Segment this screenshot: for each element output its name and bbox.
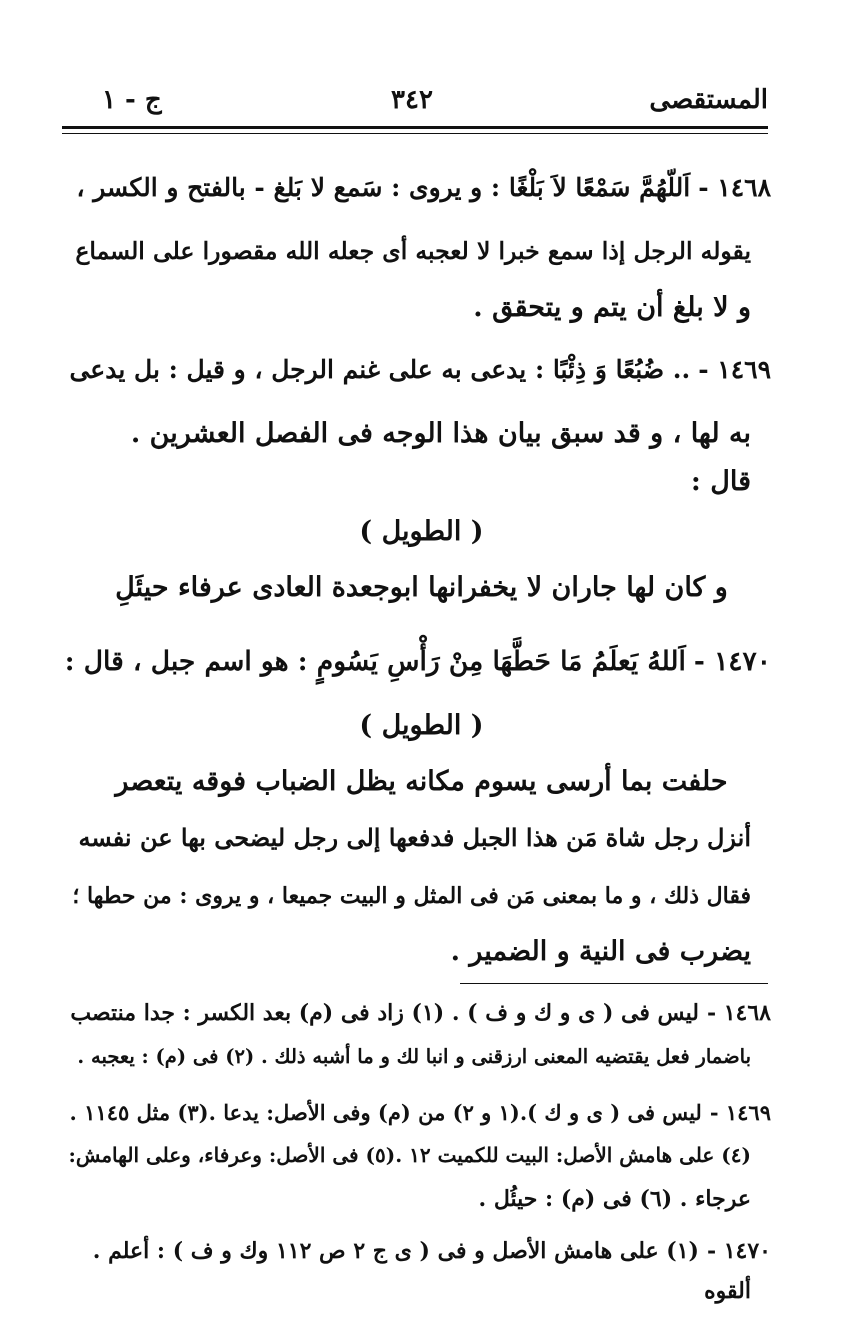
page-number: ٣٤٢ bbox=[391, 85, 433, 115]
footnote-1469-line-3: عرجاء . (٦) فى (م) : حيئُل . bbox=[478, 1186, 751, 1212]
entry-text: اَللهُ يَعلَمُ مَا حَطَّهَا مِنْ رَأْسِ يَسُومٍ : هو اسم جبل ، قال : bbox=[64, 646, 686, 677]
footnote-1468-line-2: باضمار فعل يقتضيه المعنى ارزقنى و انبا لك و ما أشبه ذلك . (٢) فى (م) : يعجبه . bbox=[77, 1045, 751, 1068]
entry-number: ١٤٦٩ - bbox=[698, 355, 771, 384]
entry-1470-line-4: يضرب فى النية و الضمير . bbox=[450, 936, 751, 967]
entry-1469-line-2: به لها ، و قد سبق بيان هذا الوجه فى الفصل العشرين . bbox=[130, 418, 751, 449]
header-rule-thin bbox=[62, 133, 768, 134]
entry-1469-verse: و كان لها جاران لا يخفرانها ابوجعدة العادى عرفاء حيئَلِ bbox=[115, 572, 728, 603]
page-header bbox=[62, 82, 768, 122]
entry-number: ١٤٧٠ - bbox=[693, 646, 771, 677]
footnote-1470-line-1 bbox=[66, 1234, 771, 1268]
footnote-1470-line-2: ألقوه bbox=[704, 1278, 751, 1304]
footnote-1468-line-1 bbox=[66, 996, 771, 1030]
entry-1468-line-2: يقوله الرجل إذا سمع خبرا لا لعجبه أى جعله الله مقصورا على السماع bbox=[75, 237, 751, 265]
entry-1469-line-1 bbox=[66, 350, 771, 390]
footnote-1469-line-2: (٤) على هامش الأصل: البيت للكميت ١٢ .(٥) فى الأصل: وعرفاء، وعلى الهامش: bbox=[68, 1143, 751, 1167]
footnote-1469-line-1 bbox=[66, 1096, 771, 1130]
entry-1469-meter: ( الطويل ) bbox=[359, 516, 484, 547]
entry-1468-line-3: و لا بلغ أن يتم و يتحقق . bbox=[473, 292, 751, 323]
footnote-number: ١٤٧٠ - bbox=[706, 1238, 771, 1264]
footnote-text: ليس فى ( ى و ك و ف ) . (١) زاد فى (م) بعد الكسر : جدا منتصب bbox=[70, 1000, 699, 1026]
footnote-separator bbox=[460, 983, 768, 984]
volume-label: ج - ١ bbox=[102, 85, 162, 115]
entry-1470-line-2: أنزل رجل شاة مَن هذا الجبل فدفعها إلى رجل ليضحى بها عن نفسه bbox=[78, 823, 751, 852]
footnote-text: ليس فى ( ى و ك ).(١ و ٢) من (م) وفى الأصل: يدعا .(٣) مثل ١١٤٥ . bbox=[69, 1100, 702, 1125]
entry-1468-line-1 bbox=[66, 168, 771, 208]
entry-1469-line-3: قال : bbox=[690, 466, 751, 497]
footnote-number: ١٤٦٩ - bbox=[709, 1100, 771, 1125]
footnote-number: ١٤٦٨ - bbox=[706, 1000, 771, 1026]
entry-1470-verse: حلفت بما أرسى يسوم مكانه يظل الضباب فوقه يتعصر bbox=[115, 766, 728, 797]
entry-1470-line-3: فقال ذلك ، و ما بمعنى مَن فى المثل و البيت جميعا ، و يروى : من حطها ؛ bbox=[72, 883, 751, 909]
footnote-text: (١) على هامش الأصل و فى ( ى ج ٢ ص ١١٢ وك و ف ) : أعلم . bbox=[92, 1238, 699, 1264]
entry-text: اَللّهُمَّ سَمْعًا لاَ بَلْغًا : و يروى : سَمع لا بَلغ - بالفتح و الكسر ، bbox=[76, 173, 691, 202]
entry-1470-line-1 bbox=[66, 642, 771, 682]
header-rule-thick bbox=[62, 126, 768, 129]
entry-text: .. ضُبُعًا وَ ذِئْبًا : يدعى به على غنم الرجل ، و قيل : بل يدعى bbox=[69, 355, 691, 384]
entry-number: ١٤٦٨ - bbox=[698, 173, 771, 202]
running-title: المستقصى bbox=[649, 85, 768, 115]
entry-1470-meter: ( الطويل ) bbox=[359, 710, 484, 741]
